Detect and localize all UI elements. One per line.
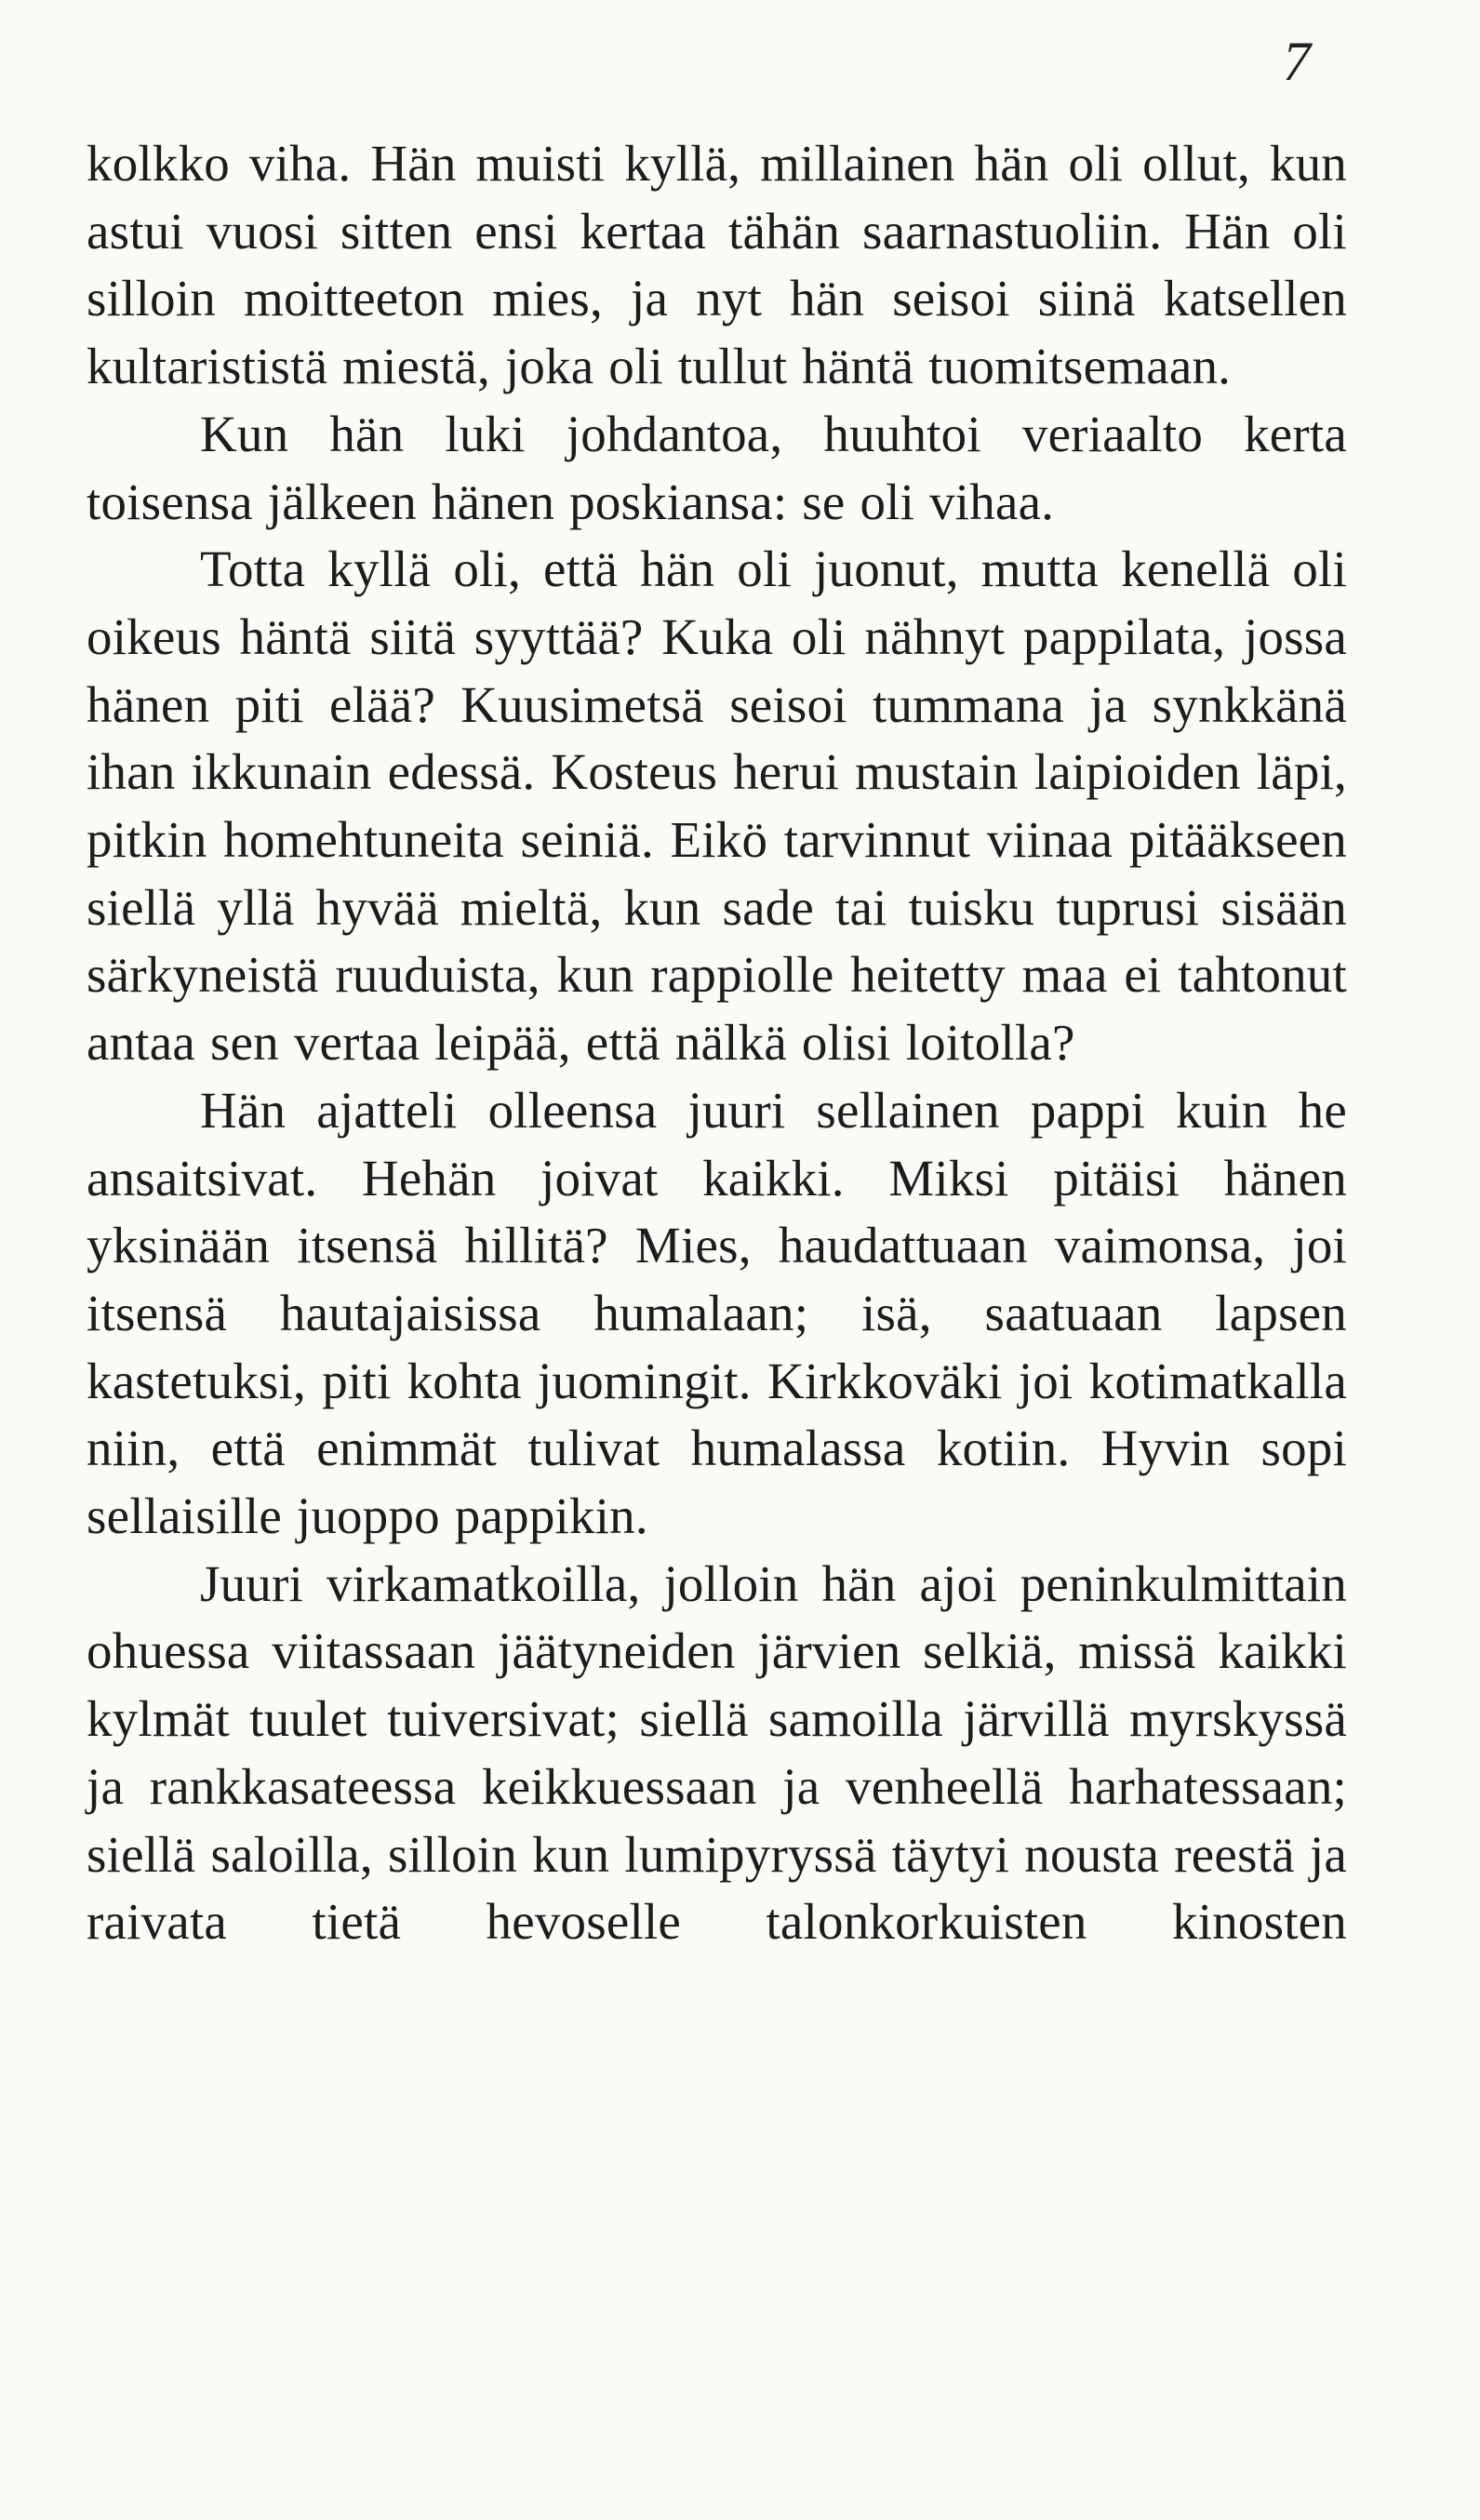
paragraph-2: Kun hän luki johdantoa, huuhtoi veriaalto kerta toisensa jälkeen hänen poskiansa: se oli vihaa. [87,405,1347,530]
page-number: 7 [1283,31,1311,92]
paragraph-1: kolkko viha. Hän muisti kyllä, millainen hän oli ollut, kun astui vuosi sitten ensi kertaa tähän saarnastuoliin. Hän oli silloin moitteeton mies, ja nyt hän seisoi siinä katsellen kultarististä miestä, joka oli tullut häntä tuomitsemaan. [87,135,1347,395]
paragraph-5: Juuri virkamatkoilla, jolloin hän ajoi peninkulmittain ohuessa viitassaan jäätyneiden järvien selkiä, missä kaikki kylmät tuulet tuiversivat; siellä samoilla järvillä myrskyssä ja rankkasateessa keikkuessaan ja venheellä harhatessaan; siellä saloilla, silloin kun lumipyryssä täytyi nousta reestä ja raivata tietä hevoselle talonkorkuisten kinosten [87,1554,1347,1951]
paragraph-4: Hän ajatteli olleensa juuri sellainen pappi kuin he ansaitsivat. Hehän joivat kaikki. Miksi pitäisi hänen yksinään itsensä hillitä? Mies, haudattuaan vaimonsa, joi itsensä hautajaisissa humalaan; isä, saatuaan lapsen kastetuksi, piti kohta juomingit. Kirkkoväki joi kotimatkalla niin, että enimmät tulivat humalassa kotiin. Hyvin sopi sellaisille juoppo pappikin. [87,1081,1347,1545]
body-text [87,130,1347,1956]
paragraph-3: Totta kyllä oli, että hän oli juonut, mutta kenellä oli oikeus häntä siitä syyttää? Kuka oli nähnyt pappilata, jossa hänen piti elää? Kuusimetsä seisoi tummana ja synkkänä ihan ikkunain edessä. Kosteus herui mustain laipioiden läpi, pitkin homehtuneita seiniä. Eikö tarvinnut viinaa pitääkseen siellä yllä hyvää mieltä, kun sade tai tuisku tuprusi sisään särkyneistä ruuduista, kun rappiolle heitetty maa ei tahtonut antaa sen vertaa leipää, että nälkä olisi loitolla? [87,540,1347,1072]
